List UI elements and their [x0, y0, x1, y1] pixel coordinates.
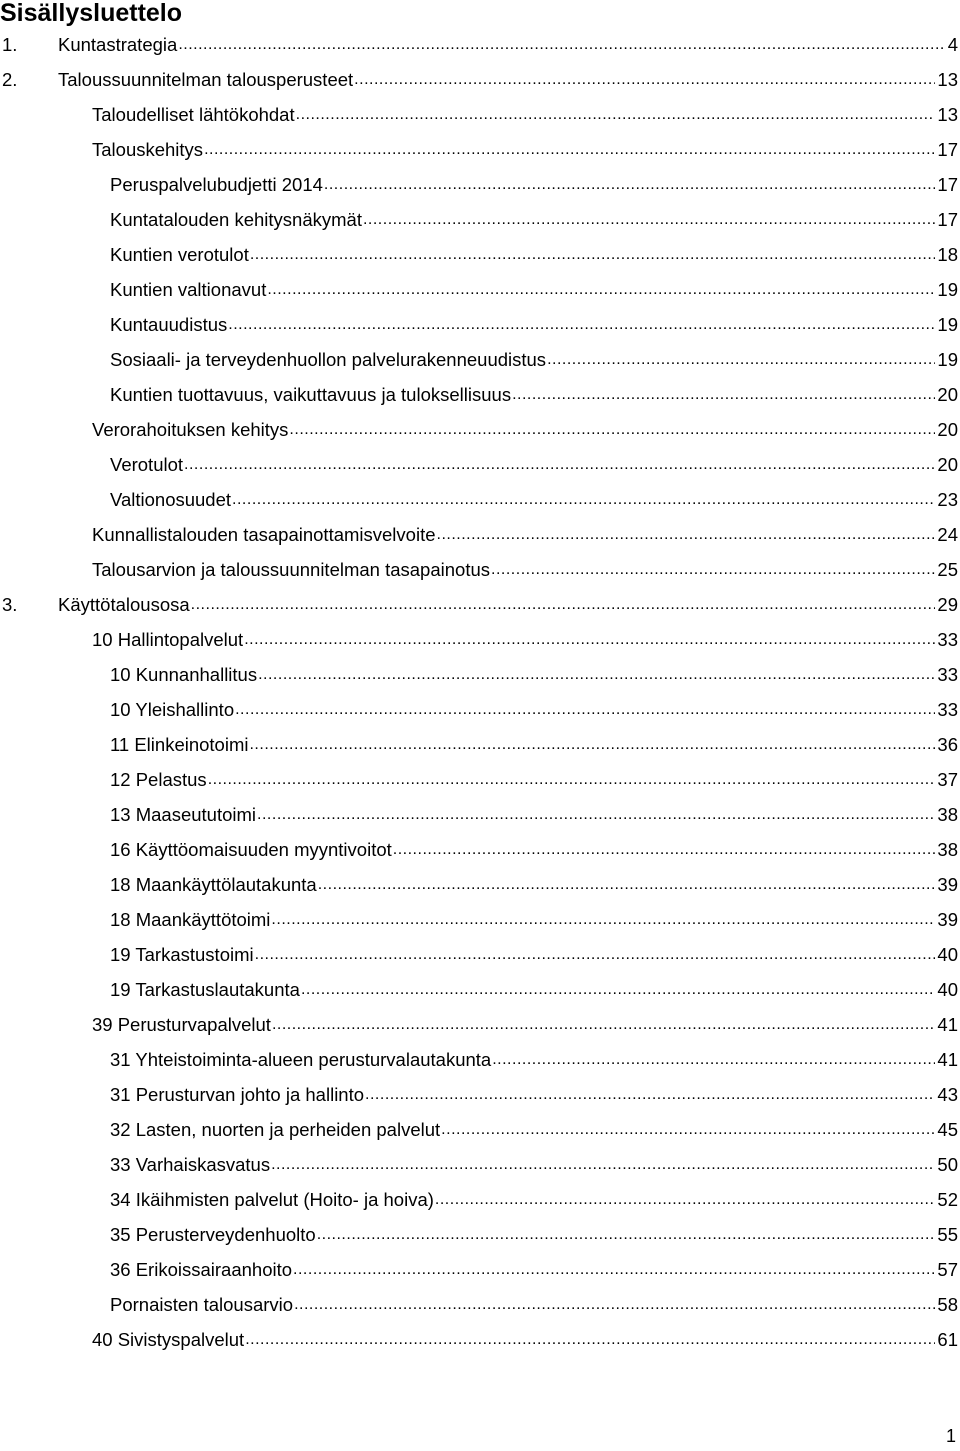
toc-entry-page: 17 — [937, 138, 958, 160]
toc-entry-page: 33 — [937, 628, 958, 650]
toc-entry-page: 20 — [937, 418, 958, 440]
toc-entry-number: 1. — [2, 33, 18, 55]
toc-entry-label: Kuntien tuottavuus, vaikuttavuus ja tuloksellisuus — [110, 383, 512, 405]
toc-dot-leader — [289, 421, 935, 439]
toc-entry-page: 50 — [937, 1153, 958, 1175]
toc-entry-label: 11 Elinkeinotoimi — [110, 733, 249, 755]
toc-entry-page: 37 — [937, 768, 958, 790]
table-of-contents — [0, 27, 958, 1357]
toc-dot-leader — [365, 1086, 935, 1104]
toc-entry-label: 18 Maankäyttölautakunta — [110, 873, 317, 895]
toc-entry[interactable] — [0, 937, 958, 972]
toc-entry-label: Sosiaali- ja terveydenhuollon palvelurakenneuudistus — [110, 348, 547, 370]
toc-dot-leader — [512, 386, 935, 404]
toc-entry-label: 12 Pelastus — [110, 768, 207, 790]
toc-entry[interactable] — [0, 657, 958, 692]
toc-entry-number: 3. — [2, 593, 18, 615]
toc-dot-leader — [294, 1296, 935, 1314]
toc-entry[interactable] — [0, 1112, 958, 1147]
toc-entry-page: 45 — [937, 1118, 958, 1140]
toc-entry-page: 41 — [937, 1013, 958, 1035]
toc-entry[interactable] — [0, 1077, 958, 1112]
toc-entry-page: 40 — [937, 978, 958, 1000]
toc-dot-leader — [547, 351, 935, 369]
toc-entry-label: Kuntauudistus — [110, 313, 228, 335]
toc-dot-leader — [441, 1121, 935, 1139]
toc-entry-page: 13 — [937, 68, 958, 90]
toc-dot-leader — [244, 631, 935, 649]
toc-entry-page: 19 — [937, 348, 958, 370]
toc-entry-label: 19 Tarkastustoimi — [110, 943, 254, 965]
toc-entry-label: Taloudelliset lähtökohdat — [92, 103, 295, 125]
toc-entry-page: 18 — [937, 243, 958, 265]
toc-entry[interactable] — [0, 762, 958, 797]
toc-entry[interactable] — [0, 482, 958, 517]
toc-entry[interactable] — [0, 132, 958, 167]
toc-entry-label: 32 Lasten, nuorten ja perheiden palvelut — [110, 1118, 441, 1140]
toc-entry[interactable] — [0, 1322, 958, 1357]
toc-entry-label: 10 Yleishallinto — [110, 698, 235, 720]
toc-dot-leader — [354, 71, 935, 89]
toc-entry-label: 36 Erikoissairaanhoito — [110, 1258, 293, 1280]
toc-entry-page: 24 — [937, 523, 958, 545]
toc-entry[interactable] — [0, 867, 958, 902]
toc-entry-page: 13 — [937, 103, 958, 125]
toc-dot-leader — [437, 526, 936, 544]
toc-dot-leader — [258, 666, 935, 684]
toc-dot-leader — [271, 911, 935, 929]
toc-entry-page: 23 — [937, 488, 958, 510]
toc-entry-page: 43 — [937, 1083, 958, 1105]
toc-entry-page: 19 — [937, 313, 958, 335]
toc-dot-leader — [301, 981, 935, 999]
toc-entry-label: 35 Perusterveydenhuolto — [110, 1223, 316, 1245]
toc-entry-page: 41 — [937, 1048, 958, 1070]
toc-entry-label: 10 Kunnanhallitus — [110, 663, 258, 685]
toc-entry-page: 33 — [937, 698, 958, 720]
toc-entry-label: Peruspalvelubudjetti 2014 — [110, 173, 323, 195]
toc-dot-leader — [191, 596, 936, 614]
toc-dot-leader — [435, 1191, 936, 1209]
toc-entry[interactable] — [0, 237, 958, 272]
toc-entry[interactable] — [0, 972, 958, 1007]
toc-entry-label: 18 Maankäyttötoimi — [110, 908, 271, 930]
toc-entry[interactable] — [0, 1042, 958, 1077]
toc-entry-page: 33 — [937, 663, 958, 685]
toc-entry-label: Taloussuunnitelman talousperusteet — [58, 68, 354, 90]
toc-entry-page: 29 — [937, 593, 958, 615]
toc-entry-label: 10 Hallintopalvelut — [92, 628, 244, 650]
toc-entry[interactable] — [0, 27, 958, 62]
toc-entry-label: Talousarvion ja taloussuunnitelman tasapainotus — [92, 558, 491, 580]
toc-entry[interactable] — [0, 342, 958, 377]
page-title: Sisällysluettelo — [0, 0, 183, 27]
toc-dot-leader — [293, 1261, 935, 1279]
toc-entry-page: 39 — [937, 873, 958, 895]
toc-dot-leader — [272, 1016, 935, 1034]
toc-entry-label: 31 Perusturvan johto ja hallinto — [110, 1083, 365, 1105]
toc-entry[interactable] — [0, 552, 958, 587]
toc-dot-leader — [267, 281, 935, 299]
toc-entry-label: Talouskehitys — [92, 138, 204, 160]
toc-entry[interactable] — [0, 797, 958, 832]
toc-entry-label: Verorahoituksen kehitys — [92, 418, 289, 440]
toc-dot-leader — [178, 36, 945, 54]
toc-entry-page: 52 — [937, 1188, 958, 1210]
toc-entry[interactable] — [0, 1147, 958, 1182]
toc-entry-label: Kuntien verotulot — [110, 243, 249, 265]
toc-dot-leader — [317, 1226, 936, 1244]
toc-dot-leader — [250, 246, 936, 264]
toc-entry-page: 25 — [937, 558, 958, 580]
toc-entry-label: Kunnallistalouden tasapainottamisvelvoite — [92, 523, 436, 545]
toc-entry-page: 19 — [937, 278, 958, 300]
toc-entry-page: 55 — [937, 1223, 958, 1245]
toc-entry-label: 19 Tarkastuslautakunta — [110, 978, 300, 1000]
toc-entry-label: Valtionosuudet — [110, 488, 232, 510]
toc-dot-leader — [363, 211, 935, 229]
toc-dot-leader — [255, 946, 936, 964]
toc-entry[interactable] — [0, 1287, 958, 1322]
toc-entry-label: 34 Ikäihmisten palvelut (Hoito- ja hoiva) — [110, 1188, 434, 1210]
toc-dot-leader — [232, 491, 935, 509]
toc-entry-page: 20 — [937, 383, 958, 405]
toc-entry[interactable] — [0, 307, 958, 342]
toc-entry[interactable] — [0, 272, 958, 307]
toc-entry-page: 61 — [937, 1328, 958, 1350]
toc-entry-page: 17 — [937, 173, 958, 195]
toc-dot-leader — [393, 841, 936, 859]
toc-entry-label: 39 Perusturvapalvelut — [92, 1013, 271, 1035]
toc-dot-leader — [257, 806, 935, 824]
toc-entry[interactable] — [0, 447, 958, 482]
toc-entry[interactable] — [0, 902, 958, 937]
toc-entry-label: Kuntien valtionavut — [110, 278, 267, 300]
toc-dot-leader — [208, 771, 936, 789]
toc-entry-label: Kuntatalouden kehitysnäkymät — [110, 208, 362, 230]
toc-entry-label: Pornaisten talousarvio — [110, 1293, 294, 1315]
toc-entry[interactable] — [0, 412, 958, 447]
page-number: 1 — [945, 1426, 956, 1446]
toc-dot-leader — [228, 316, 935, 334]
toc-dot-leader — [296, 106, 936, 124]
toc-dot-leader — [318, 876, 936, 894]
toc-dot-leader — [492, 1051, 935, 1069]
toc-entry-label: 16 Käyttöomaisuuden myyntivoitot — [110, 838, 392, 860]
toc-entry[interactable] — [0, 1007, 958, 1042]
toc-entry-label: 31 Yhteistoiminta-alueen perusturvalautakunta — [110, 1048, 492, 1070]
toc-entry-page: 39 — [937, 908, 958, 930]
toc-entry[interactable] — [0, 587, 958, 622]
toc-entry-label: 13 Maaseututoimi — [110, 803, 257, 825]
toc-entry-label: 33 Varhaiskasvatus — [110, 1153, 271, 1175]
toc-entry-page: 38 — [937, 838, 958, 860]
toc-dot-leader — [184, 456, 935, 474]
toc-entry[interactable] — [0, 377, 958, 412]
toc-dot-leader — [249, 736, 935, 754]
toc-entry[interactable] — [0, 97, 958, 132]
toc-entry[interactable] — [0, 832, 958, 867]
toc-dot-leader — [324, 176, 936, 194]
toc-entry-page: 40 — [937, 943, 958, 965]
toc-dot-leader — [204, 141, 935, 159]
toc-entry-page: 36 — [937, 733, 958, 755]
toc-entry[interactable] — [0, 167, 958, 202]
toc-entry-page: 17 — [937, 208, 958, 230]
toc-entry-page: 20 — [937, 453, 958, 475]
toc-entry-page: 57 — [937, 1258, 958, 1280]
toc-entry-label: 40 Sivistyspalvelut — [92, 1328, 245, 1350]
toc-entry[interactable] — [0, 1252, 958, 1287]
toc-entry[interactable] — [0, 692, 958, 727]
toc-dot-leader — [491, 561, 935, 579]
toc-entry-page: 4 — [947, 33, 958, 55]
toc-entry[interactable] — [0, 62, 958, 97]
toc-entry[interactable] — [0, 1182, 958, 1217]
toc-entry-number: 2. — [2, 68, 18, 90]
toc-entry-label: Kuntastrategia — [58, 33, 178, 55]
toc-dot-leader — [245, 1331, 935, 1349]
toc-entry[interactable] — [0, 517, 958, 552]
toc-entry-page: 38 — [937, 803, 958, 825]
toc-entry[interactable] — [0, 1217, 958, 1252]
toc-entry-page: 58 — [937, 1293, 958, 1315]
toc-entry[interactable] — [0, 622, 958, 657]
toc-dot-leader — [271, 1156, 935, 1174]
toc-entry-label: Verotulot — [110, 453, 184, 475]
toc-entry-label: Käyttötalousosa — [58, 593, 190, 615]
toc-dot-leader — [235, 701, 935, 719]
toc-entry[interactable] — [0, 727, 958, 762]
toc-entry[interactable] — [0, 202, 958, 237]
